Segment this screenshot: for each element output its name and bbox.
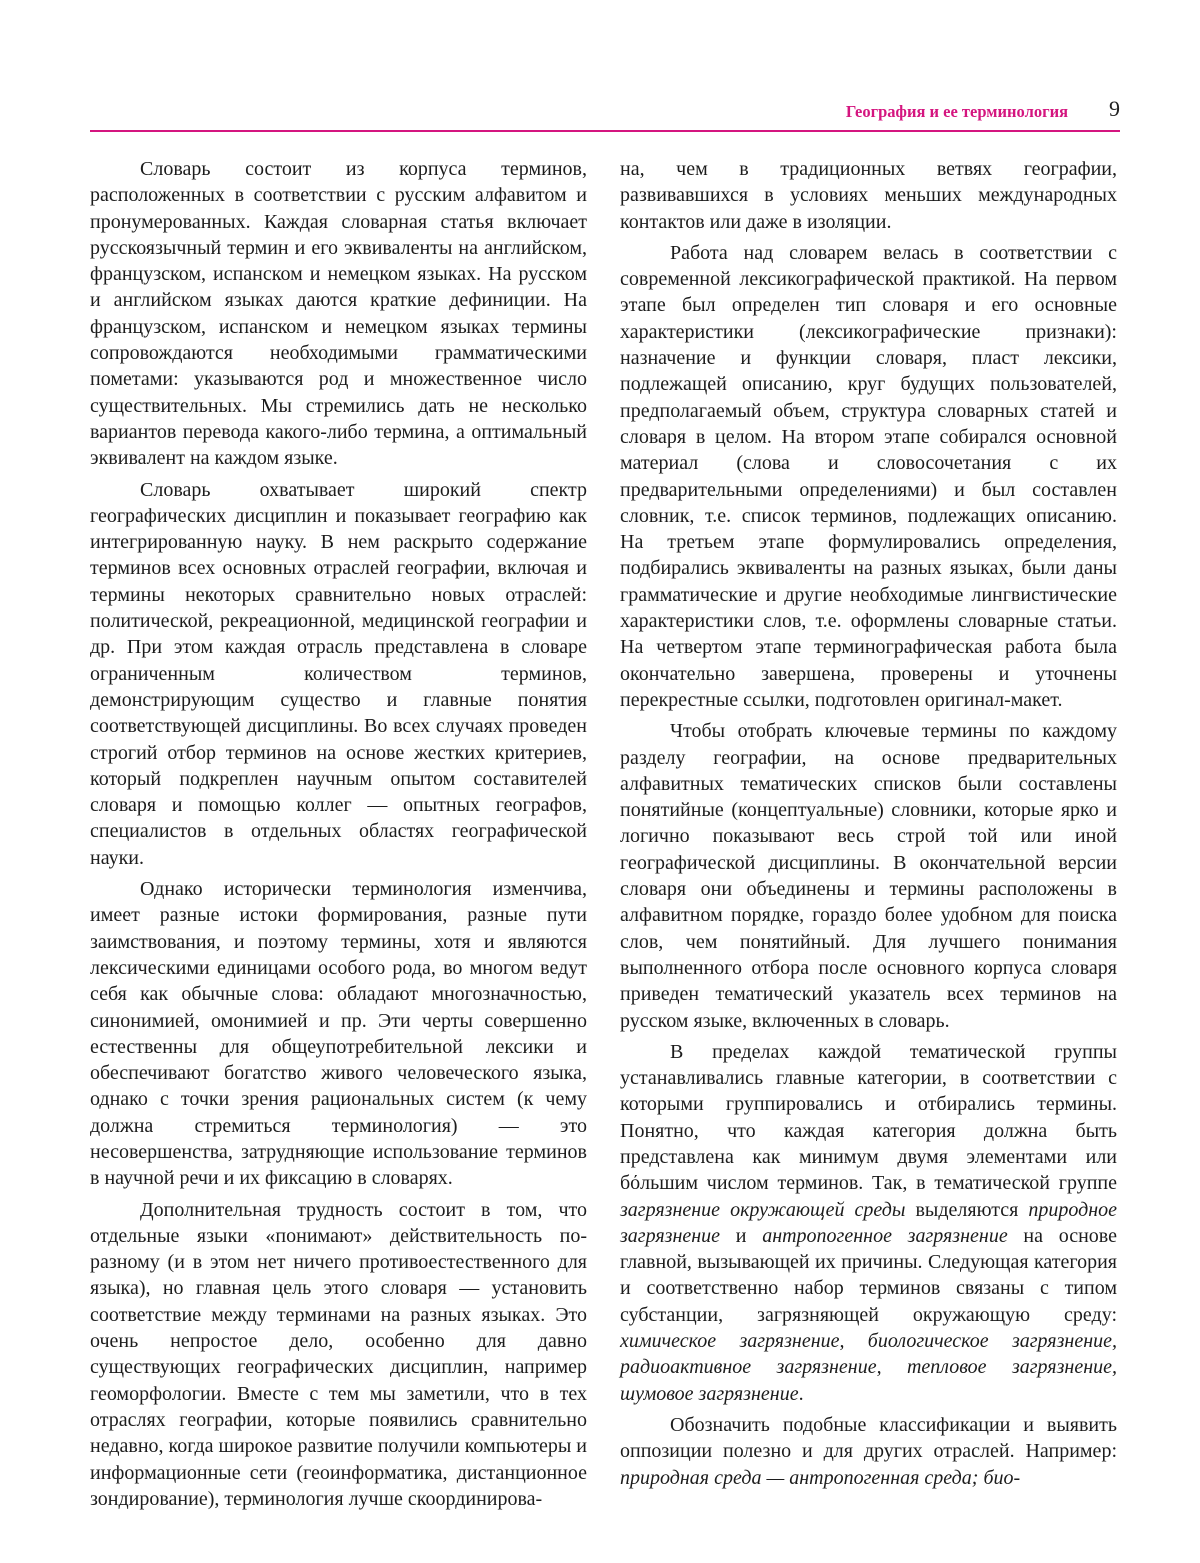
italic-term: природная среда — антропогенная среда; био- (620, 1466, 1021, 1489)
italic-term: природное загрязнение (620, 1198, 1117, 1247)
left-column (90, 156, 587, 1517)
text-run: Чтобы отобрать ключевые термины по каждому разделу географии, на основе предварительных алфавитных тематических списков были составлены понятийные (концептуальные) словники, которые ярко и логично показывают весь строй той или иной географической дисциплины. В окончательной версии словаря они объединены и термины расположены в алфавитном порядке, гораздо более удобном для поиска слов, чем понятийный. Для лучшего понимания выполненного отбора после основного корпуса словаря приведен тематический указатель всех терминов на русском языке, включенных в словарь. (620, 720, 1117, 1032)
paragraph (90, 1197, 587, 1513)
text-run: выделяются (905, 1198, 1029, 1221)
right-column (620, 156, 1117, 1496)
paragraph (620, 240, 1117, 713)
paragraph (620, 1039, 1117, 1407)
running-title: География и ее терминология (845, 102, 1068, 121)
text-run: Однако исторически терминология изменчива, имеет разные истоки формирования, разные пути заимствования, и поэтому термины, хотя и являются лексическими единицами особого рода, во многом ведут себя как обычные слова: обладают многозначностью, синонимией, омонимией и пр. Эти черты совершенно естественны для общеупотребительной лексики и обеспечивают богатство живого человеческого языка, однако с точки зрения рациональных систем (к чему должна стремиться терминология) — это несовершенства, затрудняющие использование терминов в научной речи и их фиксацию в словарях. (90, 878, 587, 1190)
text-run: на основе главной, вызывающей их причины. Следующая категория и соответственно набор терминов связаны с типом субстанции, загрязняющей окружающую среду: (620, 1224, 1118, 1326)
paragraph (620, 1412, 1117, 1491)
text-run: Словарь состоит из корпуса терминов, расположенных в соответствии с русским алфавитом и пронумерованных. Каждая словарная статья включает русскоязычный термин и его эквиваленты на английском, французском, испанском и немецком языках. На русском и английском языках даются краткие дефиниции. На французском, испанском и немецком языках термины сопровождаются необходимыми грамматическими пометами: указываются род и множественное число существительных. Мы стремились дать не несколько вариантов перевода какого-либо термина, а оптимальный эквивалент на каждом языке. (90, 158, 587, 470)
page-header (90, 96, 1120, 132)
text-run: на, чем в традиционных ветвях географии, развивавшихся в условиях меньших международных контактов или даже в изоляции. (620, 158, 1117, 233)
italic-term: загрязнение окружающей среды (620, 1198, 906, 1221)
text-run: Обозначить подобные классификации и выявить оппозиции полезно и для других отраслей. Например: (620, 1413, 1117, 1463)
text-run: Дополнительная трудность состоит в том, что отдельные языки «понимают» действительность по-разному (и в этом нет ничего противоестественного для языка), но главная цель этого словаря — установить соответствие между терминами на разных языках. Это очень непростое дело, особенно для давно существующих географических дисциплин, например геоморфологии. Вместе с тем мы заметили, что в тех отраслях географии, которые появились сравнительно недавно, когда широкое развитие получили компьютеры и информационные сети (геоинформатика, дистанционное зондирование), терминология лучше скоординирова- (90, 1198, 587, 1510)
text-run: и (720, 1224, 763, 1247)
paragraph (620, 718, 1117, 1034)
paragraph (90, 477, 587, 871)
paragraph (90, 156, 587, 472)
text-run: В пределах каждой тематической группы устанавливались главные категории, в соответствии с которыми группировались и отбирались термины. Понятно, что каждая категория должна быть представлена как минимум двумя элементами или бόльшим числом терминов. Так, в тематической группе (620, 1040, 1117, 1195)
italic-term: антропогенное загрязнение (762, 1224, 1008, 1247)
text-run: Работа над словарем велась в соответствии с современной лексикографической практикой. На первом этапе был определен тип словаря и его основные характеристики (лексикографические признаки): назначение и функции словаря, пласт лексики, подлежащей описанию, круг будущих пользователей, предполагаемый объем, структура словарных статей и словаря в целом. На втором этапе собирался основной материал (слова и словосочетания с их предварительными определениями) и был составлен словник, т.е. список терминов, подлежащих описанию. На третьем этапе формулировались определения, подбирались эквиваленты на разных языках, были даны грамматические и другие необходимые лингвистические характеристики слов, т.е. оформлены словарные статьи. На четвертом этапе терминографическая работа была окончательно завершена, проверены и уточнены перекрестные ссылки, подготовлен оригинал-макет. (620, 241, 1117, 711)
paragraph (620, 156, 1117, 235)
text-run: . (798, 1382, 804, 1405)
paragraph (90, 876, 587, 1192)
page-number: 9 (1109, 96, 1120, 121)
text-run: Словарь охватывает широкий спектр географических дисциплин и показывает географию как интегрированную науку. В нем раскрыто содержание терминов всех основных отраслей географии, включая и термины некоторых сравнительно новых отраслей: политической, рекреационной, медицинской географии и др. При этом каждая отрасль представлена в словаре ограниченным количеством терминов, демонстрирующим существо и главные понятия соответствующей дисциплины. Во всех случаях проведен строгий отбор терминов на основе жестких критериев, который подкреплен научным опытом составителей словаря и помощью коллег — опытных географов, специалистов в отдельных областях географической науки. (90, 478, 587, 869)
italic-term: химическое загрязнение, биологическое загрязнение, радиоактивное загрязнение, тепловое загрязнение, шумовое загрязнение (620, 1330, 1117, 1405)
